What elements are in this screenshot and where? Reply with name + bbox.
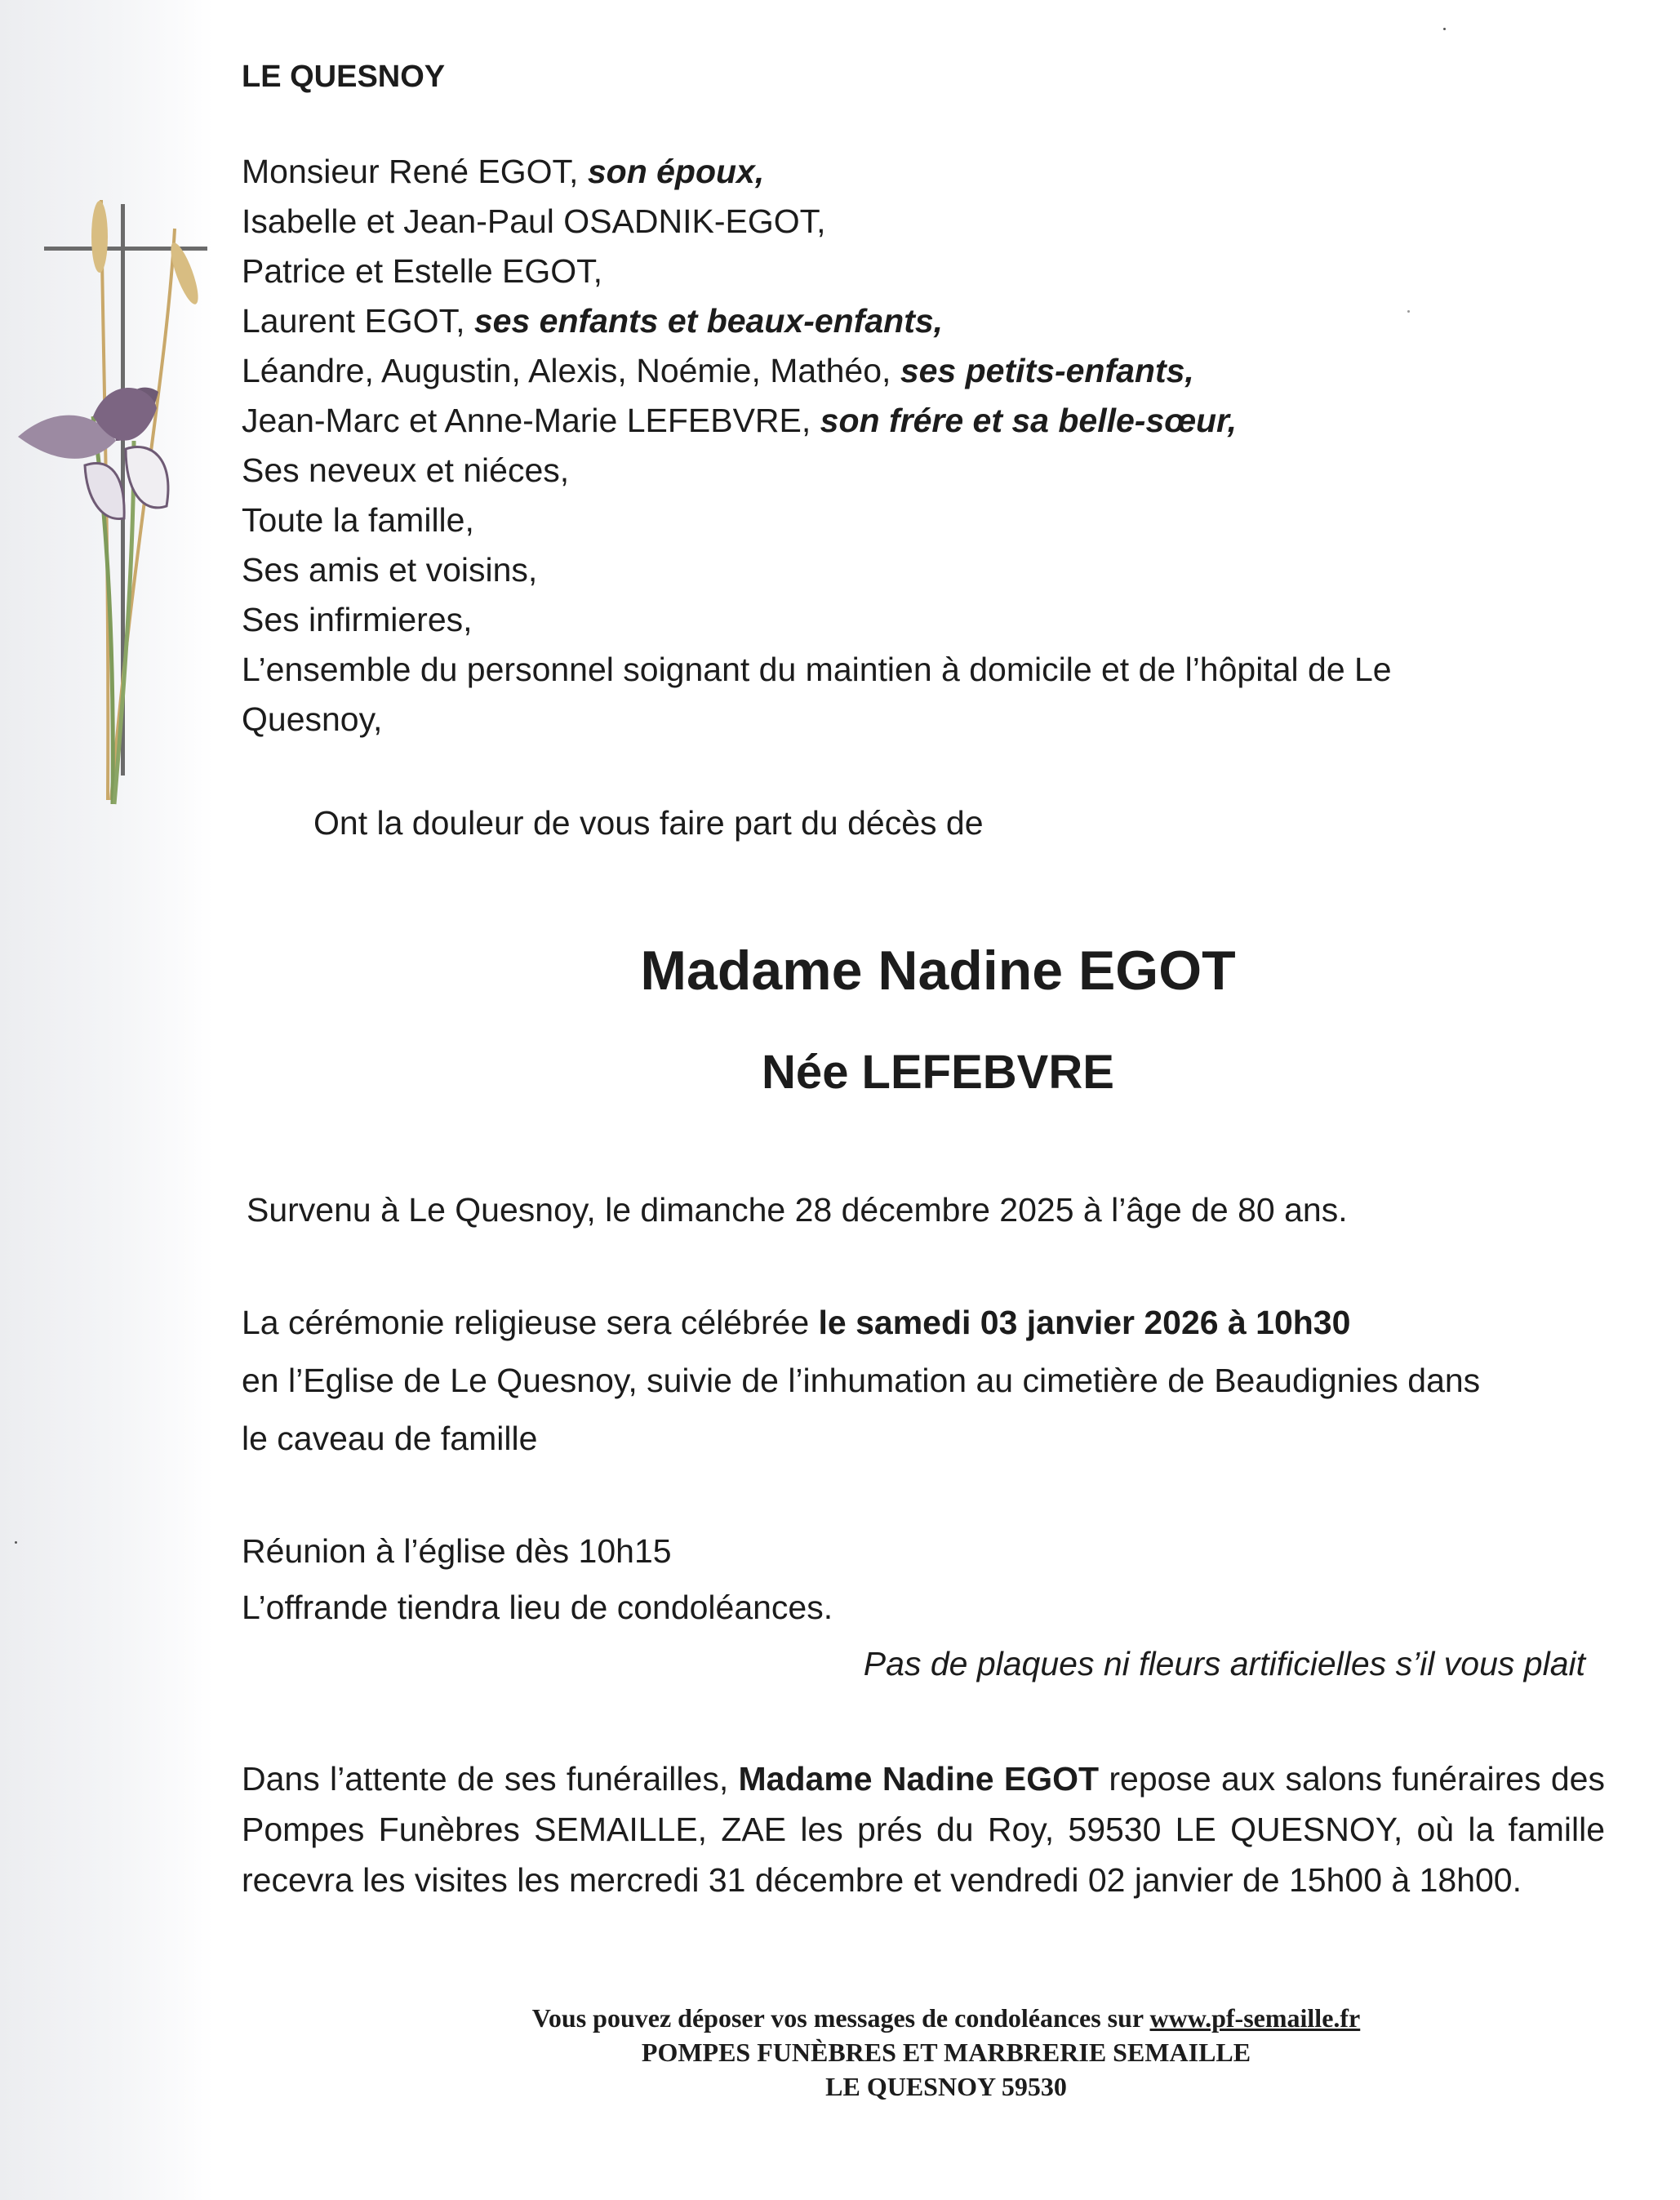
meeting-details: Réunion à l’église dès 10h15 L’offrande tiendra lieu de condoléances.: [242, 1532, 833, 1626]
ceremony-date: le samedi 03 janvier 2026 à 10h30: [818, 1304, 1351, 1341]
family-line: Ses amis et voisins,: [242, 551, 538, 589]
family-line: Patrice et Estelle EGOT,: [242, 252, 603, 290]
announcement-text: Ont la douleur de vous faire part du décès de: [313, 804, 984, 842]
footer-company: POMPES FUNÈBRES ET MARBRERIE SEMAILLE: [641, 2038, 1251, 2067]
family-line: L’ensemble du personnel soignant du maintien à domicile et de l’hôpital de Le: [242, 651, 1392, 688]
cross-lily-wheat-icon: [11, 196, 216, 816]
family-line: Isabelle et Jean-Paul OSADNIK-EGOT,: [242, 202, 826, 240]
family-line: Laurent EGOT, ses enfants et beaux-enfants,: [242, 302, 944, 340]
scan-speck: [1407, 310, 1410, 313]
scan-speck: [1443, 28, 1446, 30]
family-line: Léandre, Augustin, Alexis, Noémie, Mathéo, ses petits-enfants,: [242, 352, 1194, 389]
family-line: Ses neveux et niéces,: [242, 451, 570, 489]
visitation-paragraph: Dans l’attente de ses funérailles, Madame Nadine EGOT repose aux salons funéraires des Pompes Funèbres SEMAILLE, ZAE les prés du Roy, 59530 LE QUESNOY, où la famille recevra les visites les mercredi 31 décembre et vendredi 02 janvier de 15h00 à 18h00.: [242, 1760, 1605, 1899]
family-line: Jean-Marc et Anne-Marie LEFEBVRE, son frére et sa belle-sœur,: [242, 402, 1238, 439]
family-line: Ses infirmieres,: [242, 601, 473, 638]
ceremony-details: La cérémonie religieuse sera célébrée le samedi 03 janvier 2026 à 10h30 en l’Eglise de Le Quesnoy, suivie de l’inhumation au cimetière de Beaudignies dans le caveau de famille: [242, 1304, 1481, 1457]
footer-address: LE QUESNOY 59530: [825, 2072, 1067, 2101]
deceased-name: Madame Nadine EGOT: [640, 940, 1236, 1002]
no-flowers-note: Pas de plaques ni fleurs artificielles s’il vous plait: [863, 1645, 1585, 1682]
town-header: LE QUESNOY: [242, 60, 446, 94]
family-line: Toute la famille,: [242, 501, 474, 539]
website-link[interactable]: www.pf-semaille.fr: [1149, 2003, 1361, 2033]
family-list: [242, 147, 1392, 744]
family-line: Monsieur René EGOT, son époux,: [242, 153, 765, 190]
family-line: Quesnoy,: [242, 700, 383, 738]
maiden-name: Née LEFEBVRE: [762, 1046, 1114, 1099]
scan-speck: [15, 1541, 17, 1544]
death-notice: Survenu à Le Quesnoy, le dimanche 28 décembre 2025 à l’âge de 80 ans.: [247, 1191, 1348, 1229]
footer-condolences: Vous pouvez déposer vos messages de condoléances sur www.pf-semaille.fr: [531, 2003, 1361, 2033]
